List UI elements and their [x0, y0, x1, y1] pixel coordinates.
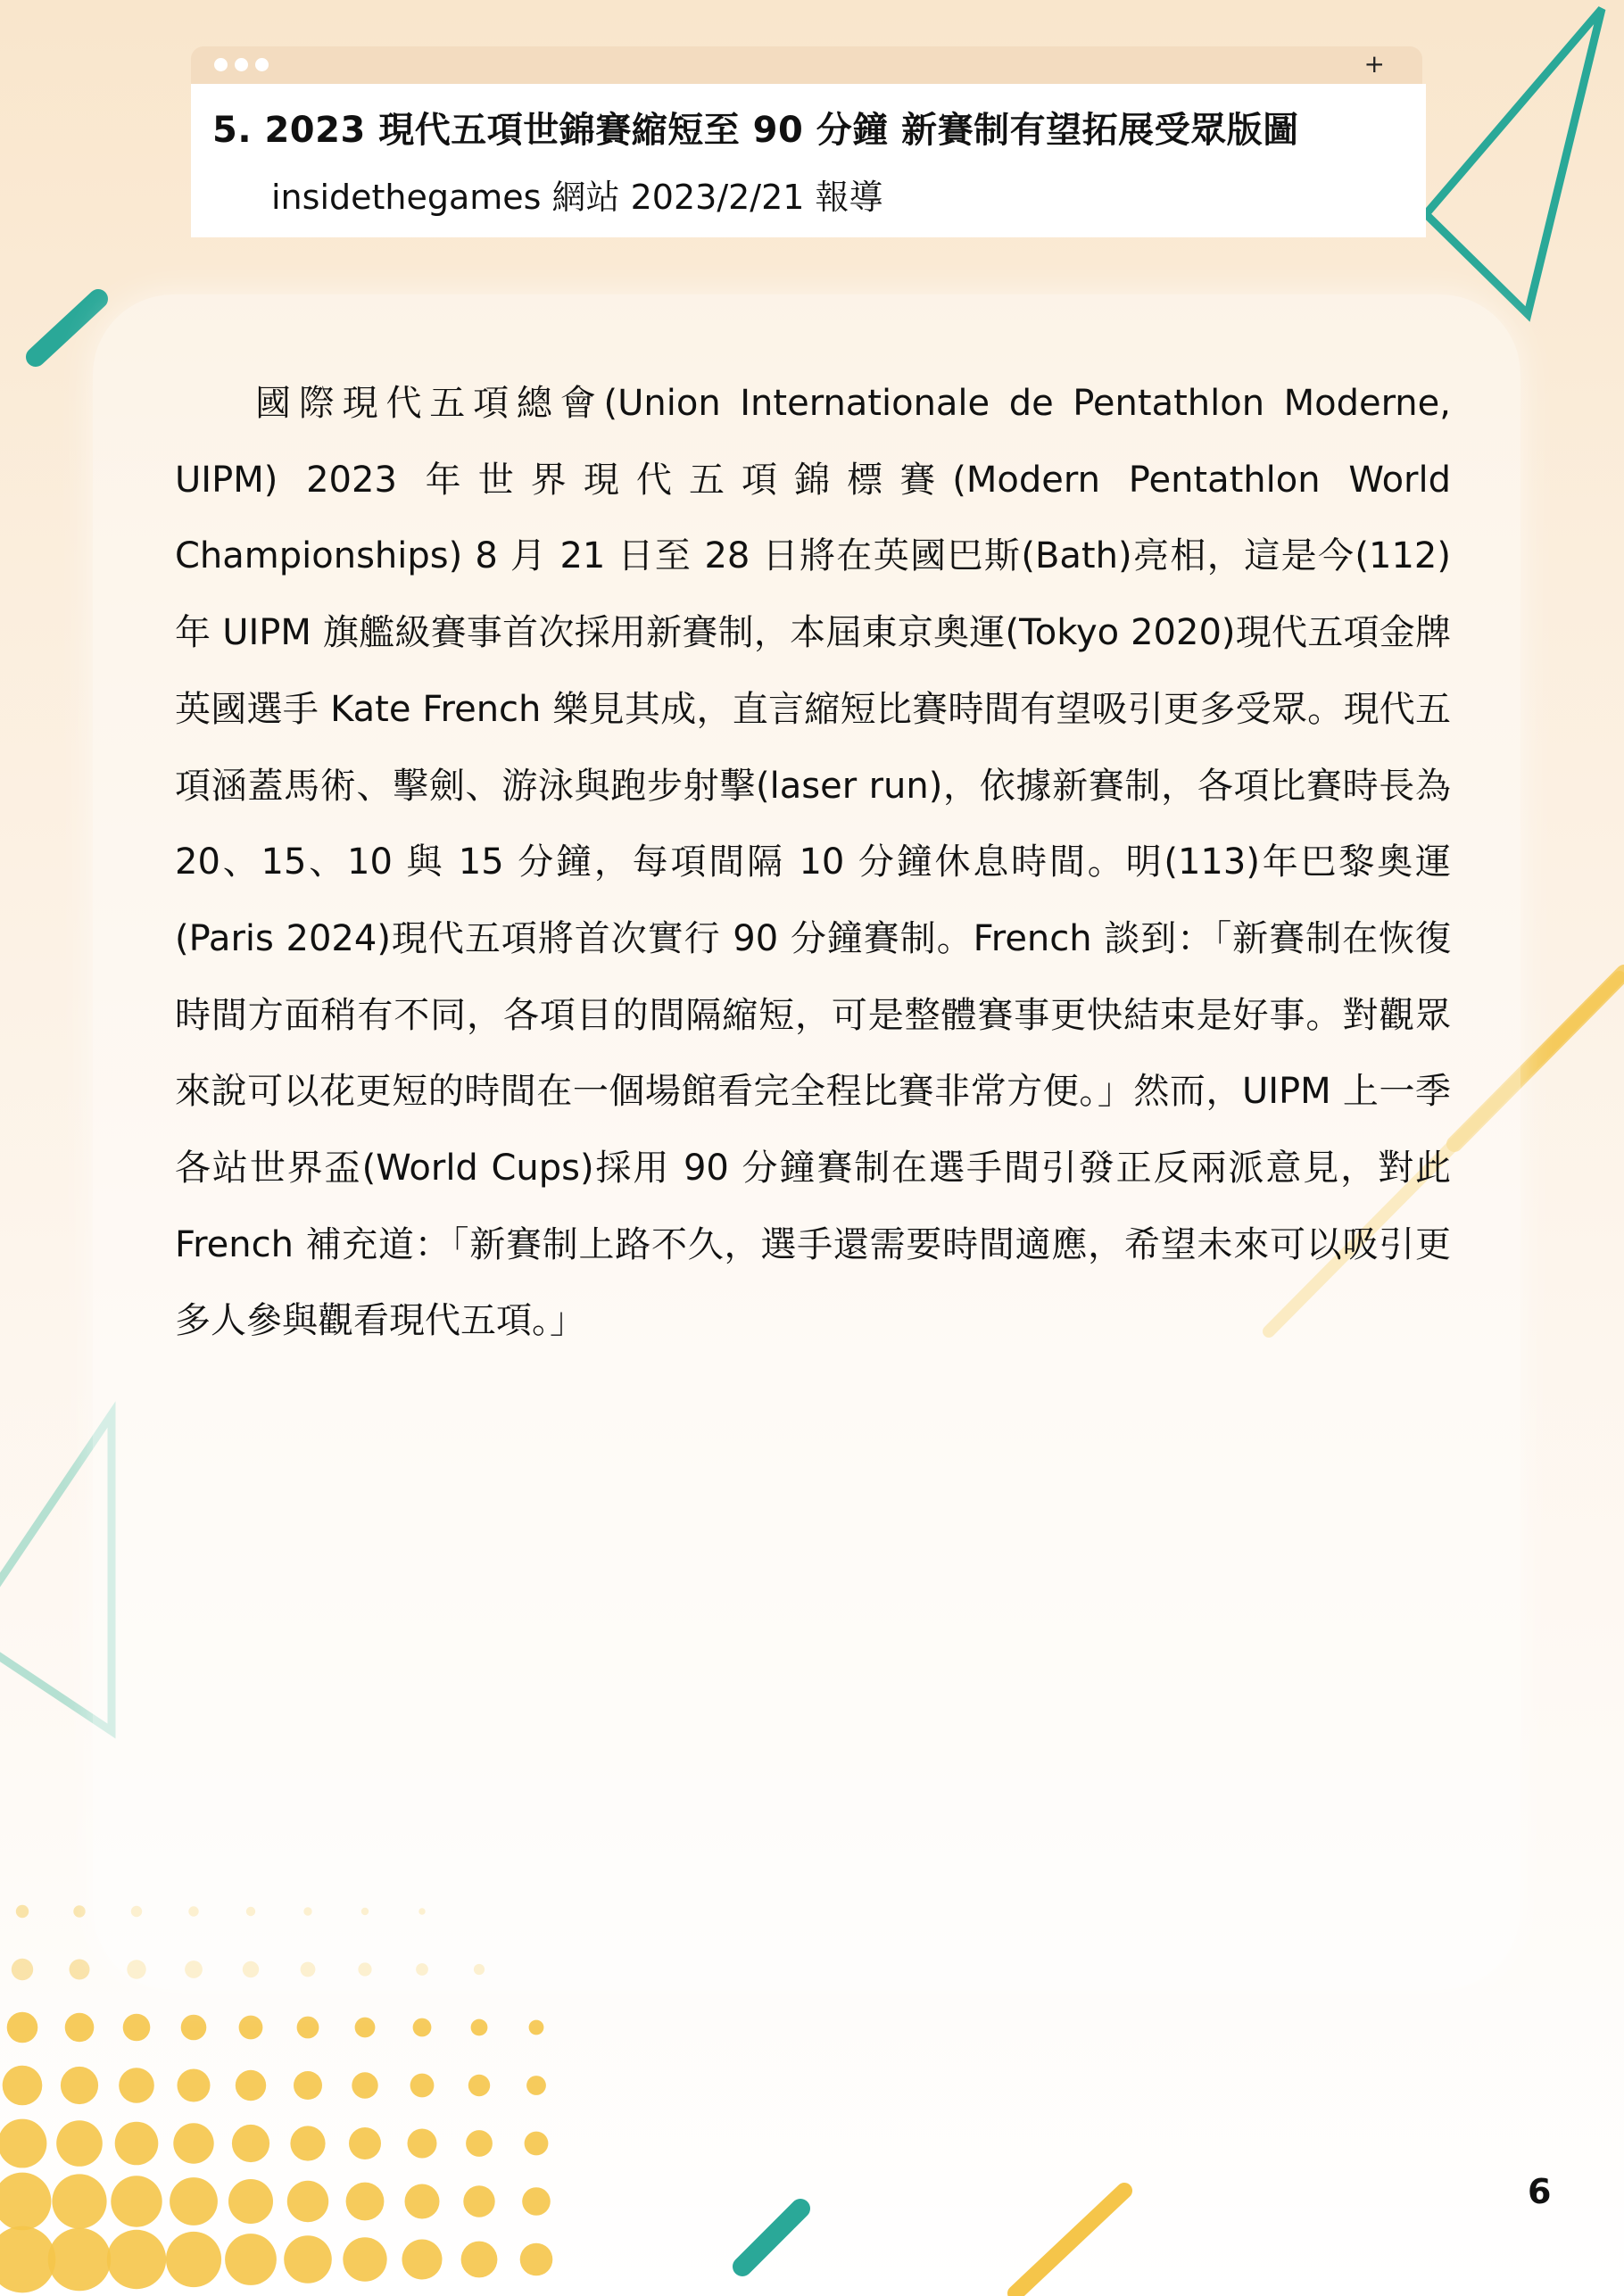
- halftone-dot: [73, 1905, 85, 1917]
- halftone-dot: [402, 2240, 443, 2280]
- halftone-dot: [525, 2132, 549, 2156]
- halftone-dot: [70, 1960, 90, 1980]
- halftone-dot: [166, 2232, 221, 2287]
- halftone-dot: [236, 2070, 266, 2101]
- yellow-stripe-bottom: [1015, 2191, 1124, 2293]
- plus-icon: +: [1363, 49, 1385, 79]
- window-dot-icon: [235, 58, 248, 71]
- window-dot-icon: [255, 58, 269, 71]
- halftone-dot: [526, 2076, 546, 2095]
- halftone-dot: [232, 2125, 269, 2162]
- halftone-dot: [290, 2126, 325, 2160]
- halftone-dot: [413, 2018, 432, 2037]
- halftone-dot: [284, 2235, 332, 2284]
- window-dot-icon: [214, 58, 228, 71]
- halftone-dot: [170, 2177, 218, 2226]
- halftone-dot: [529, 2020, 544, 2035]
- halftone-dot: [239, 2016, 263, 2040]
- halftone-dot: [355, 2018, 376, 2038]
- article-title: 5. 2023 現代五項世錦賽縮短至 90 分鐘 新賽制有望拓展受眾版圖: [212, 110, 1299, 151]
- halftone-dot: [225, 2234, 277, 2285]
- halftone-dot: [3, 2066, 43, 2106]
- halftone-dot: [349, 2127, 381, 2159]
- halftone-dot: [287, 2181, 328, 2222]
- teal-dash-bottom: [742, 2209, 800, 2267]
- halftone-dot: [405, 2184, 440, 2219]
- halftone-dot: [178, 2069, 211, 2102]
- halftone-dot: [466, 2130, 493, 2157]
- halftone-dot: [461, 2242, 498, 2278]
- halftone-dot: [471, 2019, 488, 2036]
- teal-dash-top-left: [36, 299, 98, 357]
- halftone-dot: [522, 2187, 551, 2216]
- browser-window-bar: [191, 46, 1422, 84]
- teal-triangle-outline: [1426, 9, 1602, 314]
- halftone-dot: [0, 2119, 46, 2168]
- halftone-dot: [520, 2243, 553, 2276]
- halftone-dot: [463, 2185, 494, 2217]
- halftone-dot: [115, 2122, 159, 2166]
- halftone-dot: [7, 2012, 38, 2043]
- article-source: insidethegames 網站 2023/2/21 報導: [271, 178, 883, 217]
- halftone-dot: [65, 2013, 95, 2043]
- halftone-dot: [0, 2173, 51, 2231]
- halftone-dot: [111, 2176, 162, 2226]
- halftone-dot: [468, 2075, 490, 2096]
- article-body: 國際現代五項總會(Union Internationale de Pentathlon Moderne, UIPM) 2023 年世界現代五項錦標賽(Modern Pentathlon World Championships) 8 月 21 日至 28 日將在英國巴斯(Bath)亮相，這是今(112)年 UIPM 旗艦級賽事首次採用新賽制，本屆東京奧運(Tokyo 2020)現代五項金牌英國選手 Kate French 樂見其成，直言縮短比賽時間有望吸引更多受眾。現代五項涵蓋馬術、擊劍、游泳與跑步射擊(laser run)，依據新賽制，各項比賽時長為 20、15、10 與 15 分鐘，每項間隔 10 分鐘休息時間。明(113)年巴黎奧運(Paris 2024)現代五項將首次實行 90 分鐘賽制。French 談到：「新賽制在恢復時間方面稍有不同，各項目的間隔縮短，可是整體賽事更快結束是好事。對觀眾來說可以花更短的時間在一個場館看完全程比賽非常方便。」然而，UIPM 上一季各站世界盃(World Cups)採用 90 分鐘賽制在選手間引發正反兩派意見，對此 French 補充道：「新賽制上路不久，選手還需要時間適應，希望未來可以吸引更多人參與觀看現代五項。」: [175, 383, 1451, 1342]
- halftone-dot: [352, 2072, 377, 2098]
- halftone-dot: [0, 2226, 55, 2293]
- halftone-dot: [228, 2179, 273, 2224]
- halftone-dot: [123, 2014, 151, 2042]
- halftone-dot: [12, 1959, 33, 1980]
- halftone-dot: [410, 2074, 435, 2098]
- halftone-dot: [173, 2123, 213, 2163]
- halftone-dot: [52, 2174, 106, 2228]
- halftone-dot: [408, 2129, 437, 2159]
- halftone-dot: [343, 2237, 386, 2281]
- halftone-dot: [346, 2183, 385, 2221]
- halftone-dot: [181, 2015, 207, 2041]
- halftone-dot: [119, 2068, 154, 2103]
- article-header: [191, 84, 1426, 237]
- halftone-dot: [56, 2120, 103, 2167]
- window-control-dots: [214, 58, 269, 71]
- halftone-dot: [297, 2017, 319, 2039]
- halftone-dot: [107, 2230, 166, 2289]
- page-number: 6: [1528, 2172, 1552, 2211]
- halftone-dot: [16, 1905, 29, 1918]
- halftone-dot: [294, 2071, 322, 2100]
- halftone-dot: [48, 2228, 112, 2292]
- halftone-dot: [61, 2067, 98, 2104]
